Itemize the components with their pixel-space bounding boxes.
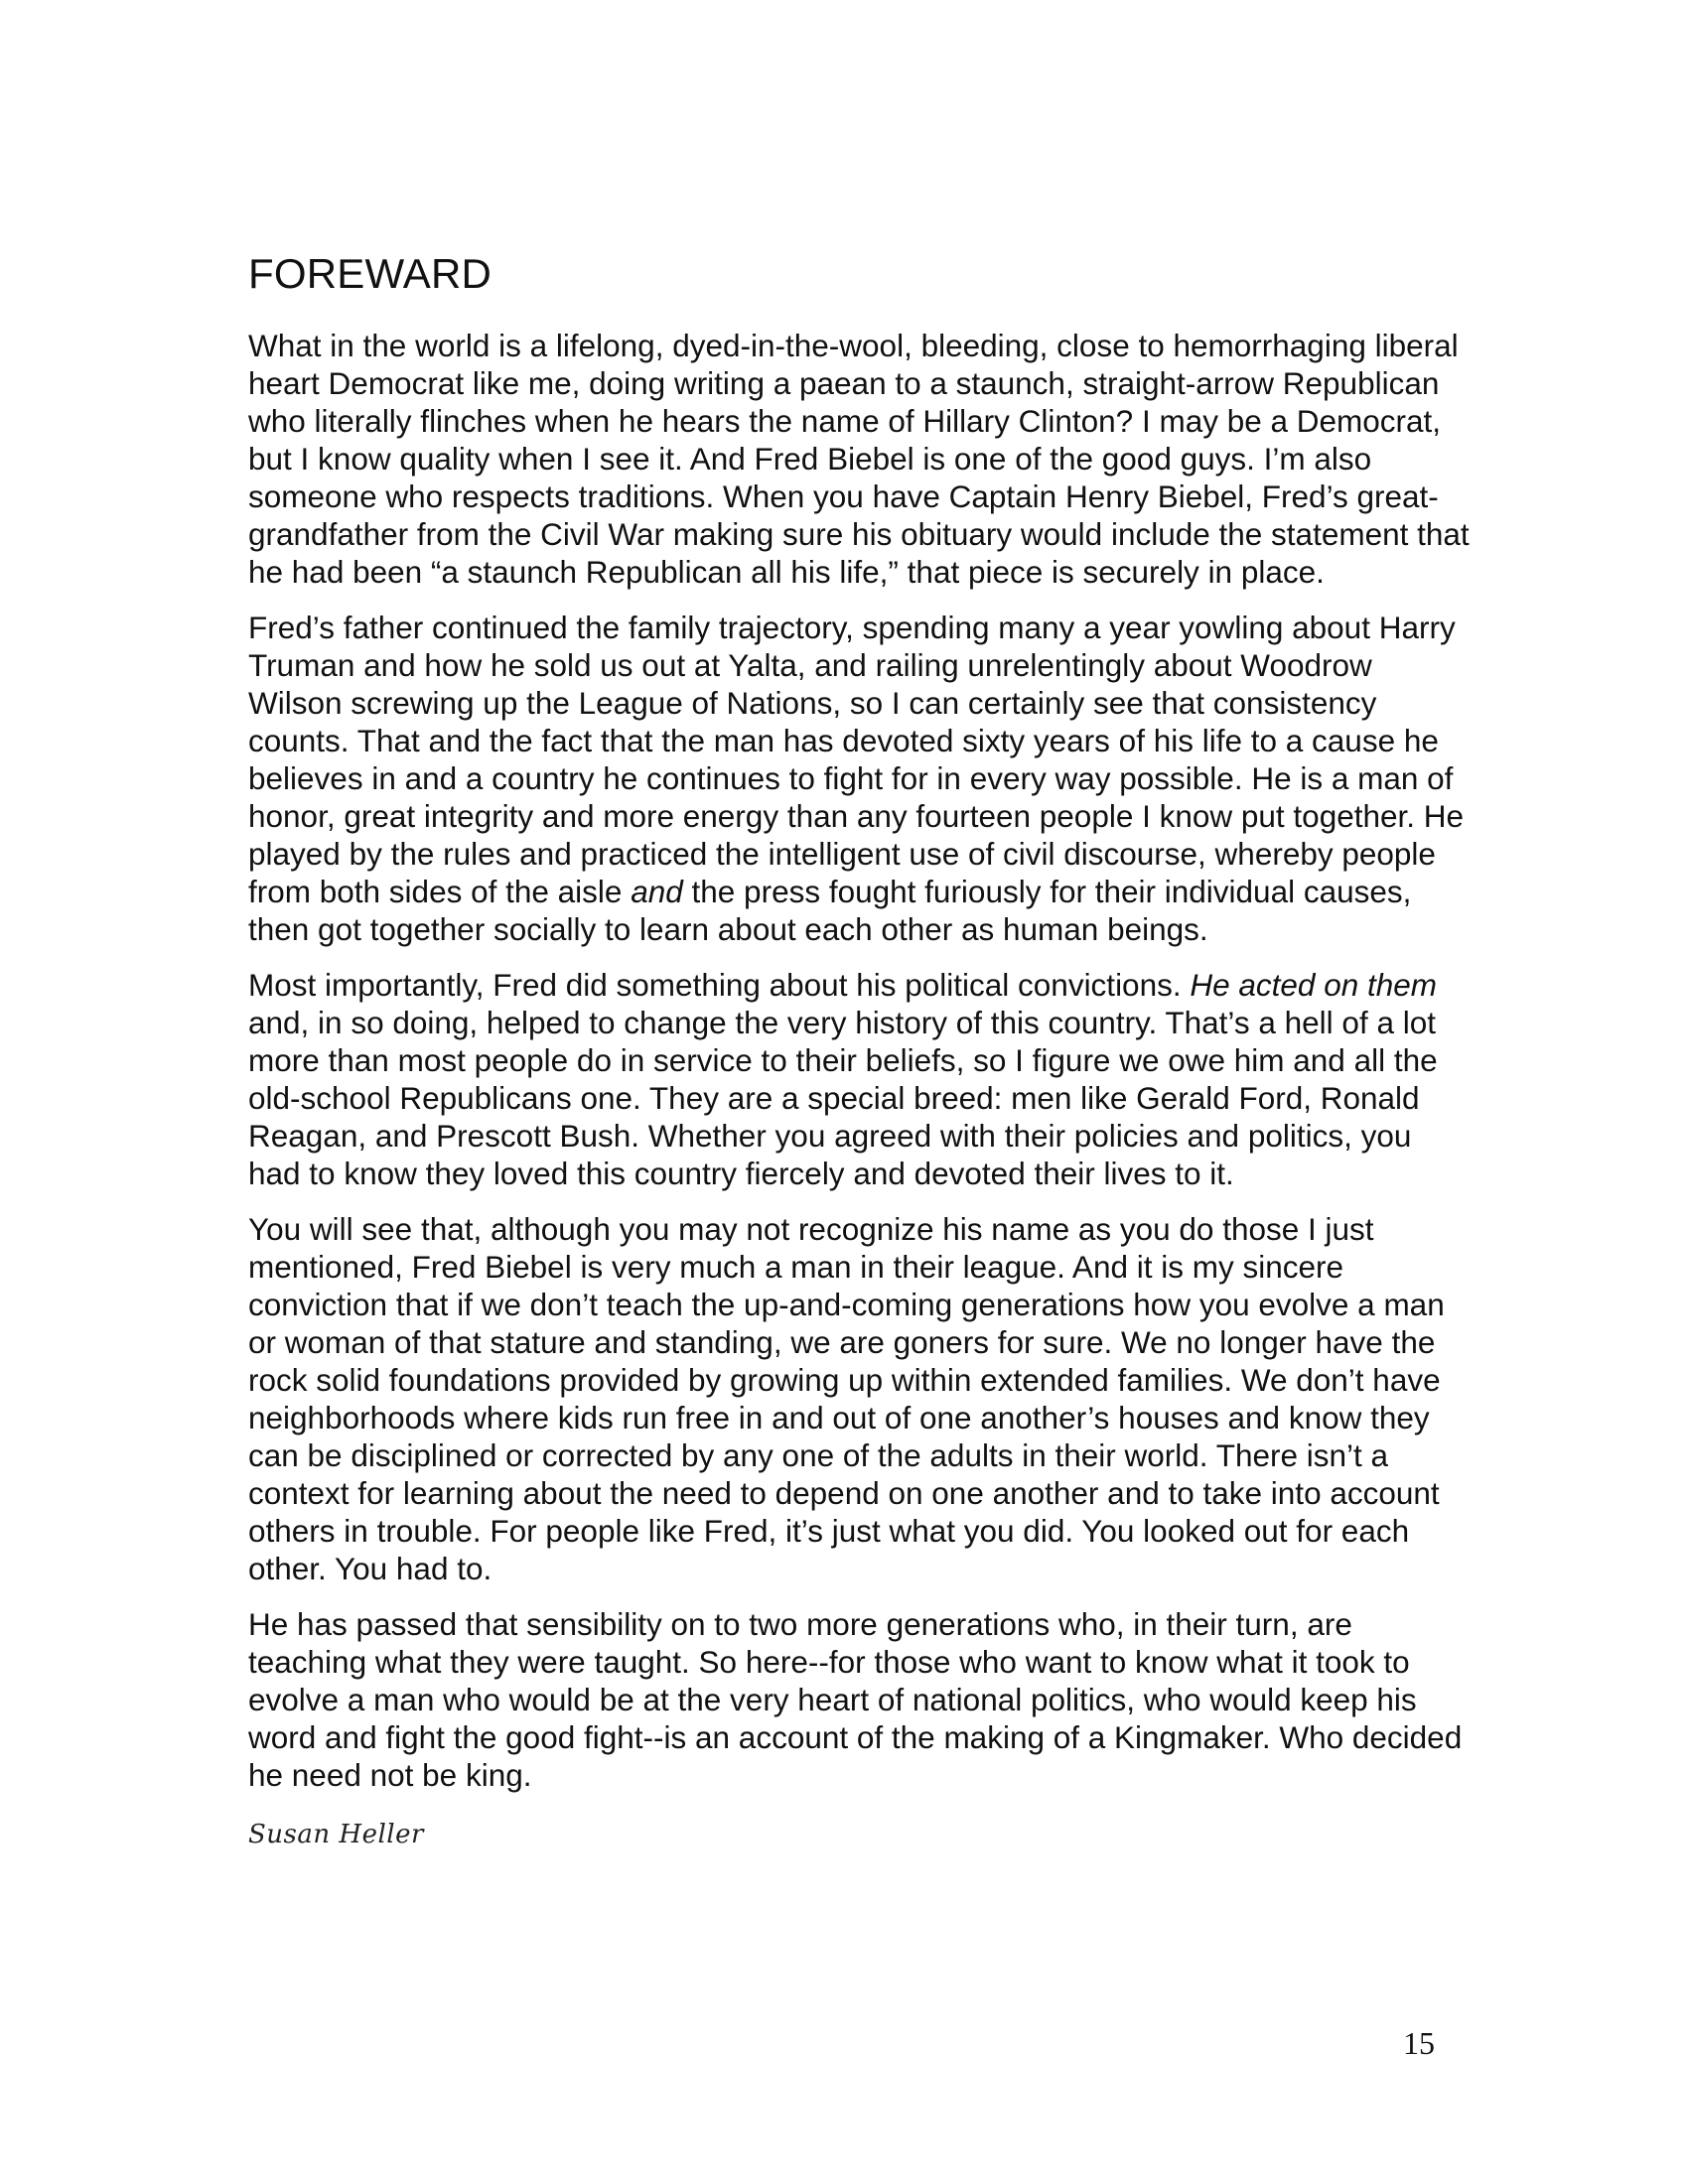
paragraph bbox=[248, 609, 1470, 948]
emphasized-text: He acted on them bbox=[1190, 966, 1438, 1003]
paragraph bbox=[248, 327, 1470, 591]
page-number: 15 bbox=[1403, 2025, 1435, 2061]
author-signature: Susan Heller bbox=[248, 1819, 424, 1849]
text-run: You will see that, although you may not recognize his name as you do those I just mentioned, Fred Biebel is very much a man in their league. And it is my sincere conviction that if we don’t teach the up-and-coming generations how you evolve a man or woman of that stature and standing, we are goners for sure. We no longer have the rock solid foundations provided by growing up within extended families. We don’t have neighborhoods where kids run free in and out of one another’s houses and know they can be disciplined or corrected by any one of the adults in their world. There isn’t a context for learning about the need to depend on one another and to take into account others in trouble. For people like Fred, it’s just what you did. You looked out for each other. You had to. bbox=[248, 1210, 1445, 1586]
text-run: Most importantly, Fred did something about his political convictions. bbox=[248, 966, 1191, 1003]
paragraph bbox=[248, 1605, 1470, 1794]
paragraph bbox=[248, 966, 1470, 1192]
text-run: the press fought furiously for their individual causes, then got together socially to learn about each other as human beings. bbox=[248, 873, 1412, 947]
text-run: Fred’s father continued the family trajectory, spending many a year yowling about Harry Truman and how he sold us out at Yalta, and railing unrelentingly about Woodrow Wilson screwing up the League of Nations, so I can certainly see that consistency counts. That and the fact that the man has devoted sixty years of his life to a cause he believes in and a country he continues to fight for in every way possible. He is a man of honor, great integrity and more energy than any fourteen people I know put together. He played by the rules and practiced the intelligent use of civil discourse, whereby people from both sides of the aisle bbox=[248, 609, 1465, 909]
emphasized-text: and bbox=[631, 873, 683, 909]
paragraph bbox=[248, 1210, 1470, 1587]
text-run: What in the world is a lifelong, dyed-in-the-wool, bleeding, close to hemorrhaging liberal heart Democrat like me, doing writing a paean to a staunch, straight-arrow Republican who literally flinches when he hears the name of Hillary Clinton? I may be a Democrat, but I know quality when I see it. And Fred Biebel is one of the good guys. I’m also someone who respects traditions. When you have Captain Henry Biebel, Fred’s great-grandfather from the Civil War making sure his obituary would include the statement that he had been “a staunch Republican all his life,” that piece is securely in place. bbox=[248, 327, 1470, 590]
text-run: He has passed that sensibility on to two more generations who, in their turn, are teaching what they were taught. So here--for those who want to know what it took to evolve a man who would be at the very heart of national politics, who would keep his word and fight the good fight--is an account of the making of a Kingmaker. Who decided he need not be king. bbox=[248, 1605, 1463, 1793]
text-run: and, in so doing, helped to change the very history of this country. That’s a hell of a lot more than most people do in service to their beliefs, so I figure we owe him and all the old-school Republicans one. They are a special breed: men like Gerald Ford, Ronald Reagan, and Prescott Bush. Whether you agreed with their policies and politics, you had to know they loved this country fiercely and devoted their lives to it. bbox=[248, 1004, 1438, 1191]
body-text bbox=[248, 327, 1470, 1794]
page-content bbox=[248, 248, 1470, 1849]
chapter-heading: FOREWARD bbox=[248, 250, 492, 297]
